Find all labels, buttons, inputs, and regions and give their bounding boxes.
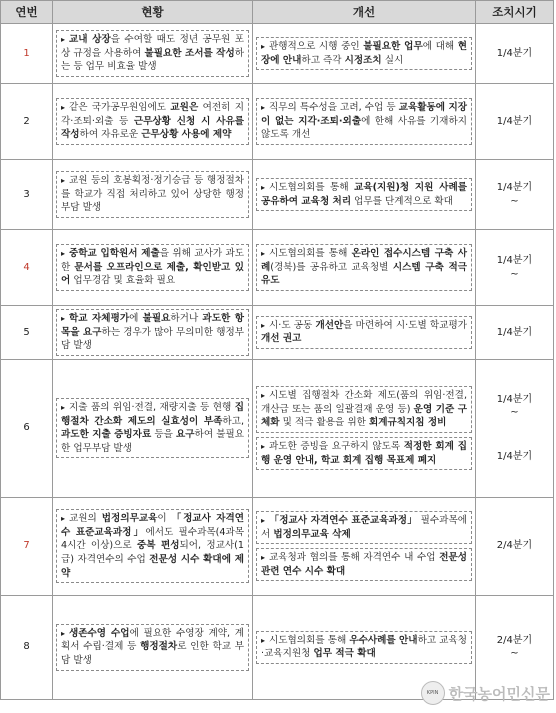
- improve-cell: [253, 497, 476, 595]
- bold-text: 불필요한 업무: [363, 40, 423, 52]
- status-cell: [53, 359, 253, 497]
- bullet-marker: ▸: [261, 41, 266, 51]
- bullet-box: [256, 437, 472, 470]
- header-improve: 개선: [253, 1, 476, 24]
- row-number: 8: [1, 595, 53, 699]
- bold-text: 「정교사 자격연수 표준교육과정」: [61, 513, 244, 538]
- bold-text: 현장에 안내: [261, 40, 468, 66]
- bold-text: 학교 자체평가: [69, 313, 130, 324]
- time-cell: [476, 84, 554, 160]
- time-value: 1/4분기: [496, 393, 533, 405]
- bullet-marker: ▸: [61, 176, 66, 186]
- time-cell: [476, 160, 554, 230]
- text-segment: 등을: [151, 429, 176, 441]
- bullet-marker: ▸: [61, 514, 66, 524]
- bullet-box: [256, 548, 472, 581]
- header-status: 현황: [53, 1, 253, 24]
- bold-text: 「정교사 자격연수 표준교육과정」: [269, 515, 418, 527]
- text-segment: 에서도 필수과목(4과목 4시간 이상)으로: [61, 526, 244, 552]
- time-cell: [476, 497, 554, 595]
- time-value: 1/4분기: [496, 47, 533, 59]
- table-row: [1, 160, 554, 230]
- text-segment: 에 필요한 수영장 계약, 계획서 수립·결제 등: [61, 627, 244, 653]
- bullet-box: [256, 511, 472, 544]
- text-segment: 하거나: [170, 313, 203, 324]
- bullet-box: [56, 624, 249, 671]
- text-segment: 을 수여할 때도 정년 공무원 포상 규정을 사용하여: [61, 34, 244, 59]
- improve-cell: [253, 160, 476, 230]
- bold-text: 집행절차 간소화 제도의 실효성이 부족: [61, 402, 244, 427]
- bold-text: 불필요한 조서를 작성: [144, 47, 235, 59]
- bullet-box: [56, 171, 249, 218]
- bold-text: 중학교 입학원서 제출: [69, 248, 160, 260]
- text-segment: 교육청과 협의를 통해 자격연수 내 수업: [269, 552, 440, 564]
- bold-text: 교육(지원)청 지원 사례를 공유하여 교육청 처리: [261, 181, 467, 207]
- bold-text: 불필요: [142, 313, 171, 324]
- time-range-tilde: ~: [510, 268, 519, 280]
- time-value: 2/4분기: [496, 540, 533, 552]
- bold-text: 교원은: [170, 102, 199, 114]
- row-number: 3: [1, 160, 53, 230]
- text-segment: 하여 불필요한 업무부담 발생: [61, 429, 244, 454]
- bullet-marker: ▸: [61, 103, 66, 113]
- improve-cell: [253, 84, 476, 160]
- text-segment: 하는 등 업무 비효율 발생: [61, 47, 245, 73]
- text-segment: 하고,: [222, 415, 244, 427]
- bullet-marker: ▸: [261, 442, 266, 452]
- bold-text: 회계규칙지침 정비: [368, 417, 447, 429]
- bullet-box: [56, 98, 249, 145]
- text-segment: 하는 경우가 많아 무의미한 행정부담 발생: [61, 326, 244, 352]
- time-value: 1/4분기: [496, 254, 533, 266]
- row-number: 5: [1, 306, 53, 360]
- time-cell: [476, 306, 554, 360]
- bullet-marker: ▸: [261, 182, 266, 192]
- bold-text: 운영 기준 구체화: [261, 403, 467, 429]
- bold-text: 요구: [176, 429, 195, 441]
- watermark-logo: [421, 681, 445, 705]
- time-value: 2/4분기: [496, 634, 533, 646]
- text-segment: 교원의: [69, 513, 102, 525]
- header-time: 조치시기: [476, 1, 554, 24]
- status-cell: [53, 230, 253, 306]
- time-value: 1/4분기: [496, 115, 533, 127]
- status-cell: [53, 497, 253, 595]
- watermark-text: 한국농어민신문: [448, 684, 550, 703]
- bold-text: 전문성 시수 확대에 제약: [61, 554, 244, 579]
- time-cell: [476, 230, 554, 306]
- bullet-marker: ▸: [261, 516, 266, 526]
- improve-cell: [253, 230, 476, 306]
- text-segment: 과도한 증빙을 요구하지 않도록: [269, 441, 404, 453]
- bold-text: 생존수영 수업: [69, 627, 130, 639]
- table-row: [1, 497, 554, 595]
- table-row: [1, 24, 554, 84]
- bullet-marker: ▸: [61, 314, 66, 323]
- header-row: [1, 1, 554, 24]
- text-segment: 필수과목에서: [261, 515, 467, 540]
- text-segment: 업무를 단계적으로 확대: [351, 195, 453, 207]
- status-cell: [53, 160, 253, 230]
- bold-text: 적정한 회계 집행 운영 안내, 학교 회계 집행 목표제 폐지: [261, 441, 467, 466]
- bold-text: 과도한 지출 증빙자료: [61, 429, 152, 441]
- bold-text: 우수사례를 안내: [349, 634, 418, 646]
- text-segment: 및 적극 활용을 위한: [279, 417, 369, 429]
- bullet-box: [256, 631, 472, 664]
- text-segment: 로 인한 학교 부담 발생: [61, 641, 244, 667]
- bold-text: 과도한 항목을 요구: [61, 313, 244, 338]
- bullet-box: [56, 30, 249, 77]
- bullet-box: [256, 244, 472, 291]
- bullet-box: [56, 309, 249, 356]
- improve-cell: [253, 306, 476, 360]
- text-segment: 을 마련하여 시·도별 학교평가: [343, 319, 467, 331]
- bullet-marker: ▸: [61, 35, 66, 45]
- status-cell: [53, 306, 253, 360]
- bullet-box: [256, 37, 472, 70]
- status-cell: [53, 595, 253, 699]
- time-cell: [476, 359, 554, 497]
- bold-text: 법정의무교육 삭제: [273, 528, 351, 540]
- bullet-box: [256, 386, 472, 433]
- text-segment: 시도협의회를 통해: [269, 181, 355, 193]
- text-segment: 시도협의회를 통해: [269, 248, 352, 260]
- bold-text: 근무상황 사용에 제약: [141, 129, 232, 141]
- watermark-logo-text: KPIN: [426, 690, 439, 696]
- table-row: [1, 84, 554, 160]
- time-value: 1/4분기: [496, 326, 533, 338]
- row-number: 1: [1, 24, 53, 84]
- row-number: 7: [1, 497, 53, 595]
- time-range-tilde: ~: [510, 407, 519, 419]
- text-segment: 시도별 집행절차 간소화 제도(품의 위임·전결, 개산급 또는 품의 일괄결재 운영 등): [261, 390, 467, 415]
- text-segment: 에 대해: [422, 40, 458, 52]
- time-range-tilde: ~: [510, 648, 519, 660]
- improve-cell: [253, 24, 476, 84]
- bold-text: 근무상황 신청 시 사유를 작성: [61, 115, 244, 141]
- bold-text: 개선 권고: [261, 333, 302, 345]
- text-segment: 하고 즉각: [301, 54, 345, 66]
- status-cell: [53, 84, 253, 160]
- table-row: [1, 306, 554, 360]
- bold-text: 온라인 접수시스템 구축 사례: [261, 248, 467, 273]
- table-row: [1, 230, 554, 306]
- bold-text: 시스템 구축 적극 유도: [261, 261, 467, 287]
- watermark: [421, 681, 550, 705]
- bold-text: 중복 편성: [136, 540, 180, 552]
- bullet-marker: ▸: [61, 628, 66, 638]
- text-segment: 관행적으로 시행 중인: [269, 40, 364, 52]
- bullet-marker: ▸: [261, 553, 266, 563]
- time-range-tilde: ~: [510, 195, 519, 207]
- bullet-box: [256, 98, 472, 145]
- bullet-box: [256, 178, 472, 211]
- time-value: 1/4분기: [496, 181, 533, 193]
- text-segment: 직무의 특수성을 고려, 수업 등: [269, 102, 399, 114]
- row-number: 2: [1, 84, 53, 160]
- text-segment: 같은 국가공무원임에도: [69, 102, 171, 114]
- bullet-marker: ▸: [261, 249, 266, 259]
- text-segment: 실시: [381, 54, 404, 66]
- time-value-2: 1/4분기: [496, 451, 533, 463]
- bullet-marker: ▸: [61, 249, 66, 259]
- time-cell: [476, 24, 554, 84]
- text-segment: 에 한해 사유를 기재하지 않도록 개선: [261, 115, 467, 141]
- bold-text: 개선안: [315, 319, 344, 331]
- text-segment: 되어, 정교사(1급) 자격연수의 수업: [61, 540, 244, 566]
- bold-text: 문서를 오프라인으로 제출, 확인받고 있어: [61, 261, 244, 287]
- text-segment: 업무경감 및 효율화 필요: [70, 275, 176, 287]
- text-segment: 여전히 지각·조퇴·외출 등: [61, 102, 245, 127]
- text-segment: 하고 교육청·교육지원청: [261, 634, 467, 660]
- bold-text: 교육활동에 지장이 없는 지각·조퇴·외출: [261, 102, 467, 127]
- text-segment: 시·도 공동: [269, 319, 316, 331]
- bullet-marker: ▸: [261, 635, 266, 645]
- bold-text: 업무 적극 확대: [313, 648, 376, 660]
- bullet-box: [256, 316, 472, 349]
- improve-cell: [253, 359, 476, 497]
- table-row: [1, 359, 554, 497]
- text-segment: 지출 품의 위임·전결, 재량지출 등 현행: [69, 402, 235, 414]
- bullet-box: [56, 244, 249, 291]
- text-segment: 시도협의회를 통해: [269, 634, 350, 646]
- text-segment: 에: [129, 313, 143, 324]
- bullet-box: [56, 509, 249, 583]
- bullet-box: [56, 398, 249, 458]
- bold-text: 교내 상장: [69, 34, 111, 46]
- bold-text: 법정의무교육: [101, 513, 158, 525]
- text-segment: 교원 등의 호봉획정·정기승급 등 행정절차를 학교가 직접 처리하고 있어 상당한 행정 부담 발생: [61, 175, 244, 214]
- bold-text: 전문성 관련 연수 시수 확대: [261, 552, 467, 577]
- bold-text: 행정절차: [140, 641, 178, 653]
- text-segment: 을 위해 교사가 과도한: [61, 248, 244, 273]
- row-number: 6: [1, 359, 53, 497]
- text-segment: (경북)를 공유하고 교육청별: [270, 261, 393, 273]
- header-no: 연번: [1, 1, 53, 24]
- bullet-marker: ▸: [261, 320, 266, 330]
- bullet-marker: ▸: [261, 391, 266, 401]
- row-number: 4: [1, 230, 53, 306]
- bullet-marker: ▸: [261, 103, 266, 113]
- text-segment: 이: [157, 513, 172, 525]
- status-cell: [53, 24, 253, 84]
- text-segment: 하여 자유로운: [79, 129, 142, 141]
- bold-text: 시정조치: [344, 54, 382, 66]
- bullet-marker: ▸: [61, 403, 66, 413]
